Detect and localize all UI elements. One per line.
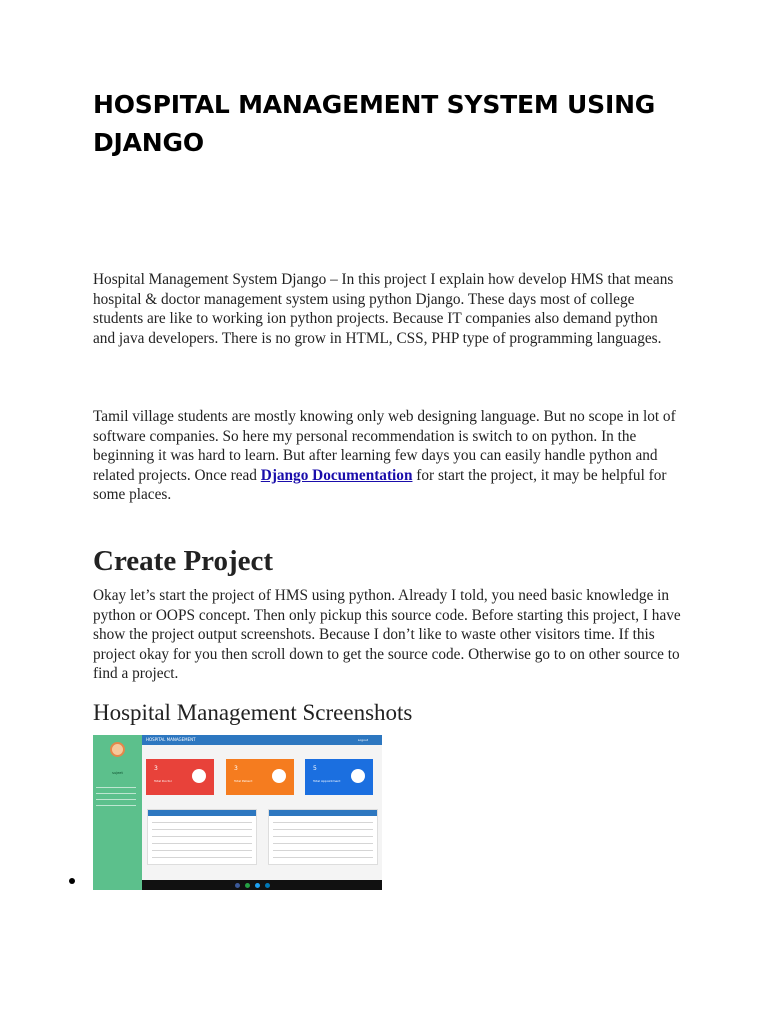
patient-icon (272, 769, 286, 783)
screenshot-card-appointment (305, 759, 373, 795)
screenshot-sidebar (93, 735, 142, 890)
screenshots-heading: Hospital Management Screenshots (93, 700, 413, 725)
screenshot-menu-item (96, 787, 136, 791)
facebook-icon (235, 883, 240, 888)
screenshot-logout: Logout (357, 738, 368, 742)
card-count: 3 (234, 765, 238, 772)
screenshot-topbar (142, 735, 382, 745)
screenshot-footer (142, 880, 382, 890)
screenshot-user-label: sujeet (112, 771, 123, 775)
list-bullet (69, 878, 75, 884)
hms-screenshot-image (93, 735, 382, 890)
linkedin-icon (265, 883, 270, 888)
second-paragraph-tail: for start the project, it may be helpful for some places. (93, 466, 667, 504)
create-project-paragraph: Okay let’s start the project of HMS using python. Already I told, you need basic knowledge in python or OOPS concept. Then only pickup this source code. Before starting this project, I have show the project output screenshots. Because I don’t like to waste other visitors time. If this project okay for you then scroll down to get the source code. Otherwise go to on other source to find a project. (93, 587, 681, 683)
article-title: HOSPITAL MANAGEMENT SYSTEM USING DJANGO (93, 90, 656, 157)
second-paragraph-text: Tamil village students are mostly knowing only web designing language. But no scope in lot of software companies. So here my personal recommendation is switch to on python. In the beginning it was hard to learn. But after learning few days you can easily handle python and related projects. Once read (93, 408, 676, 484)
doctor-icon (192, 769, 206, 783)
screenshot-topbar-title: HOSPITAL MANAGEMENT (146, 737, 196, 742)
django-documentation-link[interactable]: Django Documentation (260, 466, 413, 484)
card-count: 5 (313, 765, 317, 772)
twitter-icon (255, 883, 260, 888)
screenshot-table-patients (268, 809, 378, 865)
screenshot-menu-item (96, 805, 136, 809)
whatsapp-icon (245, 883, 250, 888)
screenshot-card-doctor (146, 759, 214, 795)
user-avatar-icon (110, 742, 125, 757)
intro-paragraph: Hospital Management System Django – In this project I explain how develop HMS that means hospital & doctor management system using python Django. These days most of college students are like to working ion python projects. Because IT companies also demand python and java developers. There is no grow in HTML, CSS, PHP type of programming languages. (93, 271, 674, 347)
card-label: Total Appointment (313, 779, 341, 783)
card-label: Total Patient (234, 779, 253, 783)
screenshot-card-patient (226, 759, 294, 795)
appointment-icon (351, 769, 365, 783)
screenshot-table-doctors (147, 809, 257, 865)
screenshot-menu-item (96, 793, 136, 797)
card-label: Total Doctor (154, 779, 172, 783)
second-paragraph (93, 407, 683, 505)
screenshot-menu-item (96, 799, 136, 803)
create-project-heading: Create Project (93, 545, 274, 577)
card-count: 3 (154, 765, 158, 772)
